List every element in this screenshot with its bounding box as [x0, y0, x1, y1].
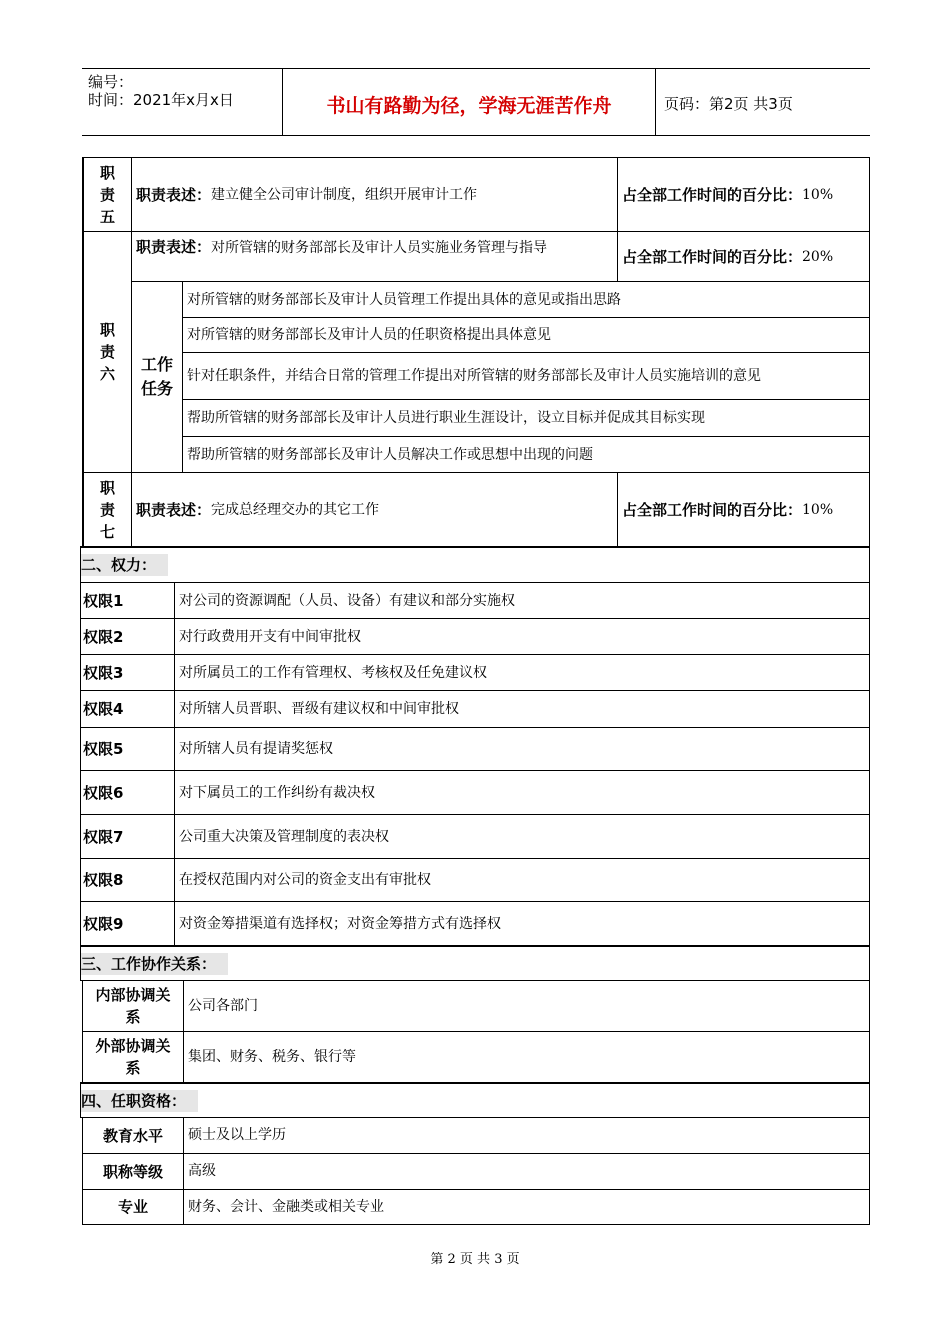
document-number-label: 编号： — [88, 73, 134, 91]
percentage-value: 10% — [802, 501, 834, 518]
task-item: 对所管辖的财务部部长及审计人员管理工作提出具体的意见或指出思路 — [182, 281, 870, 318]
section-title: 二、权力： — [81, 554, 168, 576]
description-text: 完成总经理交办的其它工作 — [211, 501, 380, 518]
power-text: 对公司的资源调配（人员、设备）有建议和部分实施权 — [174, 582, 870, 619]
percentage-value: 20% — [802, 248, 834, 265]
power-text: 对所辖人员晋职、晋级有建议权和中间审批权 — [174, 690, 870, 728]
header-motto: 书山有路勤为径，学海无涯苦作舟 — [326, 95, 612, 117]
internal-relations-label — [82, 980, 184, 1032]
power-label: 权限6 — [80, 770, 175, 815]
power-label: 权限2 — [80, 618, 175, 655]
qualification-label: 教育水平 — [82, 1117, 184, 1154]
power-text: 对资金筹措渠道有选择权；对资金筹措方式有选择权 — [174, 901, 870, 946]
power-text: 对行政费用开支有中间审批权 — [174, 618, 870, 655]
qualifications-section-heading — [80, 1082, 870, 1118]
power-text: 公司重大决策及管理制度的表决权 — [174, 814, 870, 859]
power-label: 权限4 — [80, 690, 175, 728]
duty-5-percentage — [617, 157, 870, 232]
task-item: 对所管辖的财务部部长及审计人员的任职资格提出具体意见 — [182, 317, 870, 353]
power-text: 对所辖人员有提请奖惩权 — [174, 727, 870, 771]
percentage-label: 占全部工作时间的百分比： — [622, 500, 803, 519]
duty-7-label — [82, 472, 132, 547]
duty-label-char: 责 — [99, 343, 115, 361]
duty-5-label — [82, 157, 132, 232]
percentage-value: 10% — [802, 186, 834, 203]
page-indicator: 页码：第2页 共3页 — [664, 95, 793, 113]
relation-label-line: 内部协调关 — [95, 986, 171, 1004]
duty-label-char: 责 — [99, 185, 115, 204]
task-label-line: 任务 — [140, 379, 173, 398]
task-item: 帮助所管辖的财务部部长及审计人员进行职业生涯设计，设立目标并促成其目标实现 — [182, 399, 870, 437]
qualification-label: 专业 — [82, 1189, 184, 1225]
qualification-label: 职称等级 — [82, 1153, 184, 1190]
duty-7-description — [131, 472, 618, 547]
powers-section-heading — [80, 546, 870, 583]
power-label: 权限8 — [80, 858, 175, 902]
description-label: 职责表述： — [136, 238, 212, 256]
qualification-text: 硕士及以上学历 — [183, 1117, 870, 1154]
power-text: 在授权范围内对公司的资金支出有审批权 — [174, 858, 870, 902]
duty-6-percentage — [617, 231, 870, 282]
power-text: 对所属员工的工作有管理权、考核权及任免建议权 — [174, 654, 870, 691]
power-label: 权限3 — [80, 654, 175, 691]
work-tasks-label — [131, 281, 183, 473]
duty-label-char: 责 — [99, 500, 115, 519]
section-title: 四、任职资格： — [81, 1090, 198, 1112]
header-top-rule — [82, 68, 870, 69]
relation-label-line: 外部协调关 — [95, 1037, 171, 1055]
task-item: 帮助所管辖的财务部部长及审计人员解决工作或思想中出现的问题 — [182, 436, 870, 473]
description-text: 建立健全公司审计制度，组织开展审计工作 — [211, 186, 478, 203]
duty-label-char: 五 — [99, 207, 115, 226]
power-label: 权限1 — [80, 582, 175, 619]
duty-7-percentage — [617, 472, 870, 547]
duty-6-description — [131, 231, 618, 282]
header-divider — [655, 68, 656, 135]
percentage-label: 占全部工作时间的百分比： — [622, 247, 803, 266]
duty-label-char: 职 — [99, 478, 115, 497]
duty-5-description — [131, 157, 618, 232]
description-text: 对所管辖的财务部部长及审计人员实施业务管理与指导 — [211, 240, 548, 256]
task-label-line: 工作 — [140, 355, 173, 374]
duty-label-char: 职 — [99, 321, 115, 339]
internal-relations-text: 公司各部门 — [183, 980, 870, 1032]
description-label: 职责表述： — [136, 500, 212, 519]
power-label: 权限5 — [80, 727, 175, 771]
external-relations-text: 集团、财务、税务、银行等 — [183, 1031, 870, 1083]
page-footer: 第 2 页 共 3 页 — [430, 1252, 520, 1267]
description-label: 职责表述： — [136, 185, 212, 204]
percentage-label: 占全部工作时间的百分比： — [622, 185, 803, 204]
power-label: 权限7 — [80, 814, 175, 859]
relation-label-line: 系 — [125, 1059, 141, 1077]
header-bottom-rule — [82, 135, 870, 136]
duty-label-char: 职 — [99, 163, 115, 182]
duty-label-char: 六 — [99, 365, 115, 383]
power-label: 权限9 — [80, 901, 175, 946]
qualification-text: 财务、会计、金融类或相关专业 — [183, 1189, 870, 1225]
qualification-text: 高级 — [183, 1153, 870, 1190]
task-item: 针对任职条件，并结合日常的管理工作提出对所管辖的财务部部长及审计人员实施培训的意见 — [182, 352, 870, 400]
duty-6-label — [82, 231, 132, 473]
external-relations-label — [82, 1031, 184, 1083]
section-title: 三、工作协作关系： — [81, 953, 228, 975]
document-date: 时间：2021年x月x日 — [88, 91, 234, 109]
power-text: 对下属员工的工作纠纷有裁决权 — [174, 770, 870, 815]
relation-label-line: 系 — [125, 1008, 141, 1026]
duty-label-char: 七 — [99, 522, 115, 541]
relations-section-heading — [80, 945, 870, 981]
